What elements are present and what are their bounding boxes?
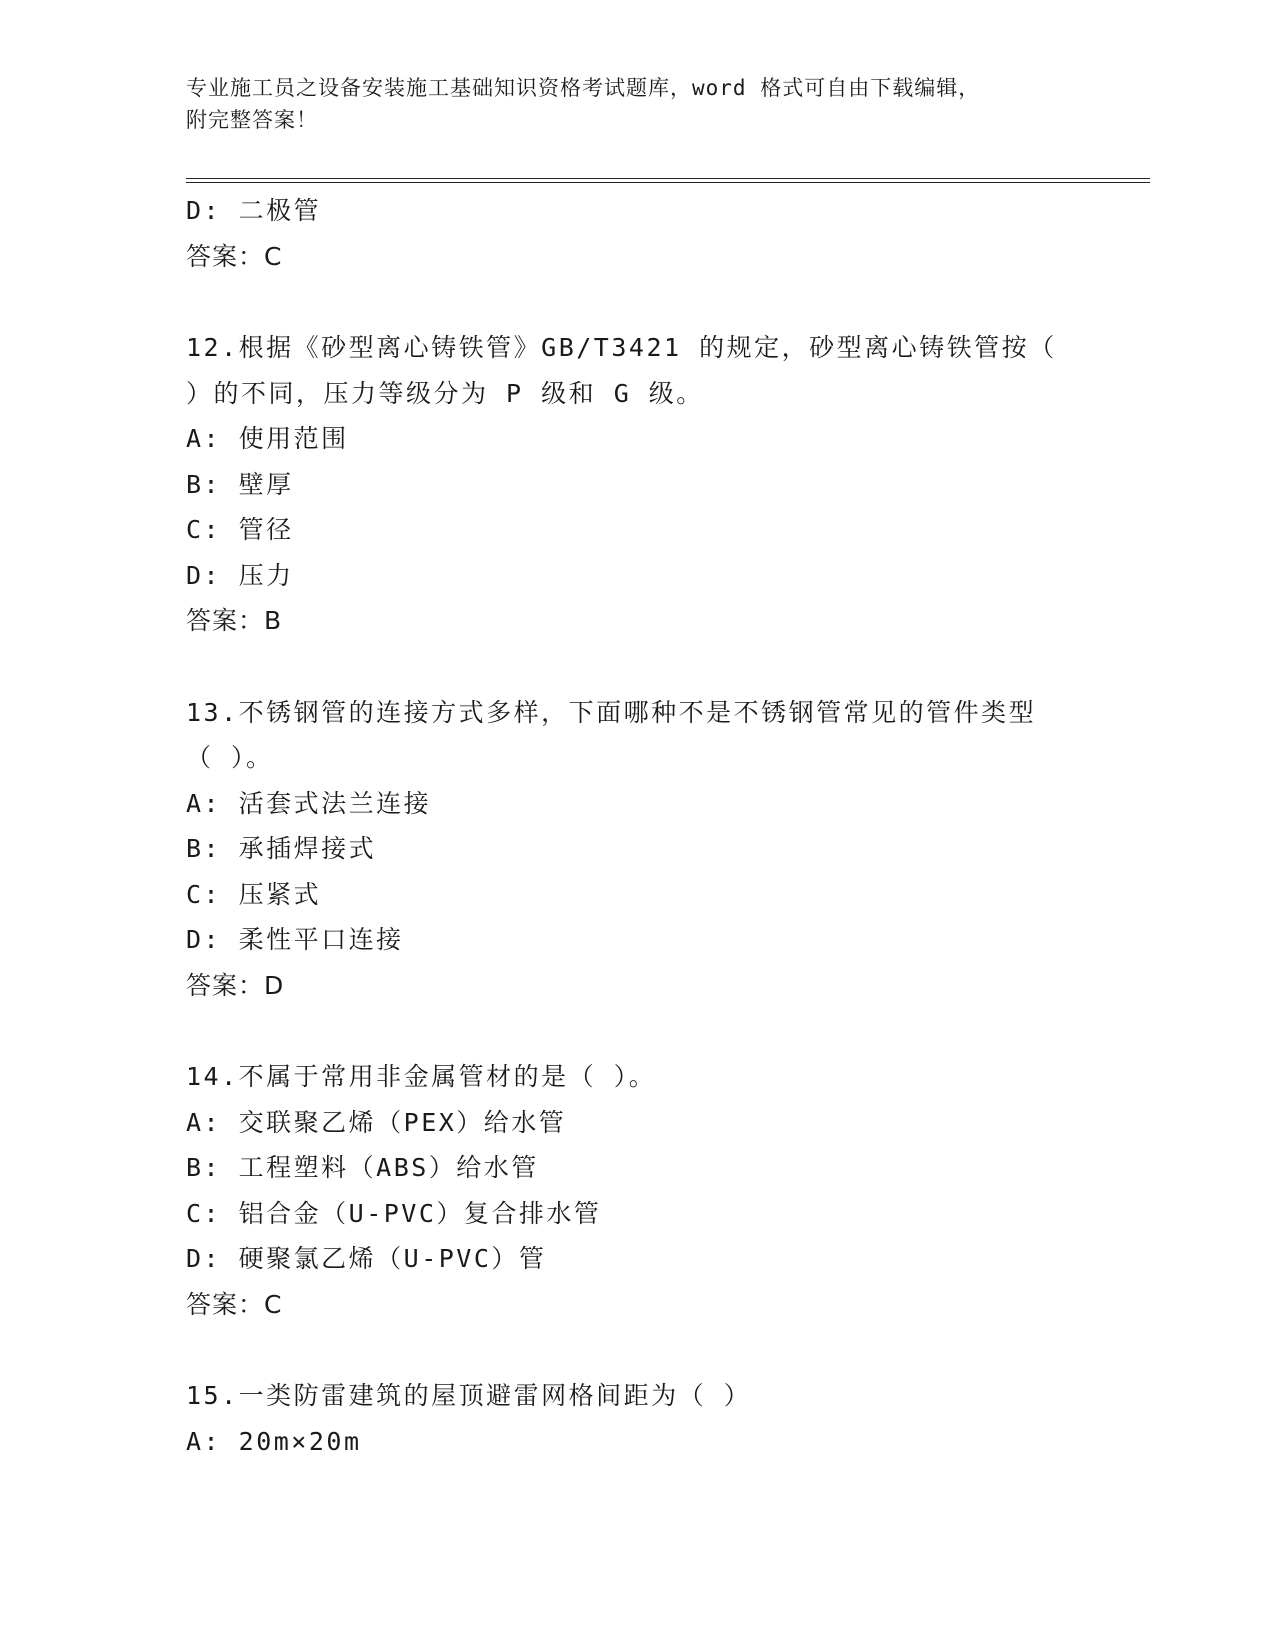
question-13 bbox=[186, 690, 1086, 1009]
option-a: A: 交联聚乙烯（PEX）给水管 bbox=[186, 1107, 567, 1137]
question-text-continued: （ ）。 bbox=[186, 743, 274, 772]
question-text: 15.一类防雷建筑的屋顶避雷网格间距为（ ） bbox=[186, 1381, 752, 1410]
option-b: B: 壁厚 bbox=[186, 469, 294, 499]
answer: 答案：D bbox=[186, 970, 285, 1000]
option-b: B: 承插焊接式 bbox=[186, 834, 377, 863]
option-a: A: 使用范围 bbox=[186, 424, 349, 453]
question-text: 14.不属于常用非金属管材的是（ ）。 bbox=[186, 1062, 657, 1091]
previous-question-tail bbox=[186, 188, 1086, 279]
answer: 答案：C bbox=[186, 1289, 283, 1319]
header-line-1: 专业施工员之设备安装施工基础知识资格考试题库，word 格式可自由下载编辑， bbox=[186, 76, 981, 100]
header-line-2: 附完整答案！ bbox=[186, 108, 318, 132]
question-text: 13.不锈钢管的连接方式多样，下面哪种不是不锈钢管常见的管件类型 bbox=[186, 697, 1037, 727]
option-d: D: 压力 bbox=[186, 560, 294, 590]
option-c: C: 压紧式 bbox=[186, 879, 322, 909]
option-c: C: 管径 bbox=[186, 515, 294, 544]
option-c: C: 铝合金（U-PVC）复合排水管 bbox=[186, 1198, 602, 1228]
document-header bbox=[186, 72, 1086, 136]
option-a: A: 20m×20m bbox=[186, 1426, 362, 1456]
option-b: B: 工程塑料（ABS）给水管 bbox=[186, 1153, 539, 1182]
answer: 答案：B bbox=[186, 606, 283, 635]
option-d: D: 柔性平口连接 bbox=[186, 925, 404, 954]
question-12 bbox=[186, 325, 1086, 644]
option-d: D: 二极管 bbox=[186, 196, 322, 225]
header-divider-bottom bbox=[186, 182, 1150, 183]
question-15 bbox=[186, 1373, 1086, 1464]
question-text: 12.根据《砂型离心铸铁管》GB/T3421 的规定，砂型离心铸铁管按（ bbox=[186, 333, 1057, 362]
option-a: A: 活套式法兰连接 bbox=[186, 788, 432, 818]
header-divider-top bbox=[186, 178, 1150, 179]
option-d: D: 硬聚氯乙烯（U-PVC）管 bbox=[186, 1244, 547, 1273]
question-content bbox=[186, 188, 1086, 1464]
answer: 答案：C bbox=[186, 241, 283, 271]
question-text-continued: ）的不同，压力等级分为 P 级和 G 级。 bbox=[186, 378, 704, 408]
question-14 bbox=[186, 1054, 1086, 1327]
